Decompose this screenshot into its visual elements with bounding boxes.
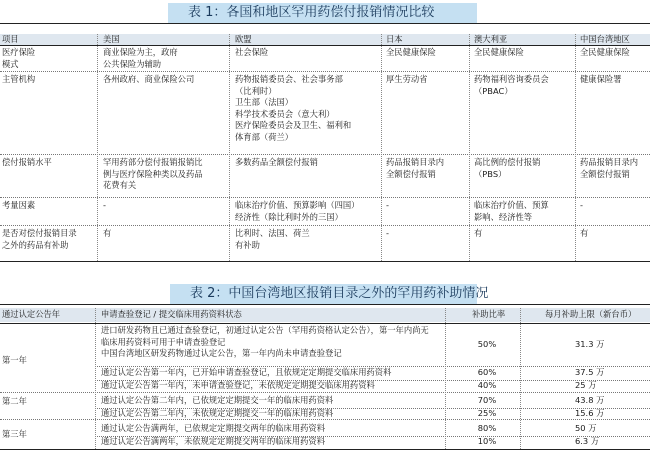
- table1-column-divider: [469, 34, 470, 261]
- table1-row1-au: [474, 74, 549, 97]
- table2-column-divider: [520, 308, 521, 449]
- table2-g2-r0-cap: 50 万: [575, 423, 597, 433]
- table1-row3-eu-line: 临床治疗价值、预算影响（四国）: [235, 200, 360, 210]
- table1-row3-tw-line: -: [580, 200, 583, 210]
- table2-g0-r0-status: [101, 325, 429, 360]
- table1-row0-tw: [580, 47, 630, 59]
- table1-row1-label: [2, 74, 35, 86]
- table1-row0-label: [2, 47, 35, 70]
- table1-row1-eu-line: 药物报销委员会、社会事务部: [235, 74, 343, 84]
- table1-column-divider: [575, 34, 576, 261]
- table1-row3-jp-line: -: [386, 200, 389, 210]
- table1-header-3: 日本: [386, 34, 403, 44]
- table1-row3-jp: [386, 200, 389, 212]
- table2-g1-r0-ratio: 70%: [477, 395, 497, 405]
- table2-g1-r0-status: [101, 395, 333, 407]
- table2-g2-r1-cap: 6.3 万: [575, 436, 600, 446]
- table1-header-2: 欧盟: [235, 34, 252, 44]
- table1-row1-eu-line: 医疗保险委员会及卫生、福利和: [235, 120, 352, 131]
- table2-g1-r0-status-line: 通过认定公告第二年内，已依规定定期提交一年的临床用药资料: [101, 395, 334, 405]
- table2-g0-r2-status-line: 通过认定公告第一年内，未申请查验登记，未依规定定期提交临床用药资料: [101, 380, 375, 390]
- table1-row0-eu: [235, 47, 268, 59]
- table2-title: 表 2：中国台湾地区报销目录之外的罕用药补助情况: [190, 286, 489, 301]
- table2-g0-r0-status-line: 中国台湾地区研发药物通过认定公告，第一年内尚未申请查验登记: [101, 348, 342, 359]
- table1-row3-us-line: -: [103, 200, 106, 210]
- table1-row0-jp-line: 全民健康保险: [386, 47, 436, 57]
- table1-column-divider: [229, 34, 230, 261]
- table1-row4-tw-line: 有: [580, 228, 589, 238]
- table1-row4-label-line: 是否对偿付报销目录: [2, 228, 77, 238]
- table1-row0-tw-line: 全民健康保险: [580, 47, 630, 57]
- table1-row4-jp: [386, 228, 389, 240]
- table1-row1-jp: [386, 74, 428, 86]
- table1-row2-jp: [386, 157, 444, 180]
- table1-row2-jp-line: 药品报销目录内: [386, 157, 445, 167]
- table1-row1-au-line: 药物福利咨询委员会: [474, 74, 549, 84]
- table1-row2-us: [103, 157, 203, 192]
- table2-header-3: 每月补助上限（新台币）: [545, 309, 637, 319]
- table2-g0-r0-cap: 31.3 万: [575, 339, 605, 349]
- table1-row1-jp-line: 厚生劳动省: [386, 74, 428, 84]
- table1-row2-label: [2, 157, 52, 169]
- table1-bottom-rule: [0, 261, 650, 262]
- table2-g2-r1-status: [101, 436, 325, 448]
- table2-g0-r1-ratio: 60%: [477, 367, 497, 377]
- table2-g1-r1-status-line: 通过认定公告第二年内，未依规定定期提交一年的临床用药资料: [101, 408, 334, 418]
- table1-header-4: 澳大利亚: [474, 34, 508, 44]
- table2-header-rule: [0, 323, 650, 324]
- table2-g2-r0-ratio: 80%: [477, 423, 497, 433]
- table1-row4-jp-line: -: [386, 228, 389, 238]
- table1-row4-au: [474, 228, 482, 240]
- table1-row0-us: [103, 47, 178, 70]
- table2-g2-r0-status-line: 通过认定公告满两年，已依规定定期提交两年的临床用药资料: [101, 423, 326, 433]
- table1-row1-us: [103, 74, 194, 86]
- table1-row3-tw: [580, 200, 583, 212]
- table1-row0-au-line: 全民健康保险: [474, 47, 524, 57]
- table1-row4-tw: [580, 228, 588, 240]
- table1-header-1: 美国: [103, 34, 120, 44]
- table1-header-5: 中国台湾地区: [580, 34, 630, 44]
- table2-header-0: 通过认定公告年: [2, 309, 61, 319]
- table1-row3-au-line: 临床治疗价值、预算: [474, 200, 549, 210]
- table2-bottom-rule: [0, 449, 650, 450]
- table1-row2-au: [474, 157, 540, 180]
- table1-header-0: 项目: [2, 34, 19, 44]
- table1-row3-eu: [235, 200, 359, 223]
- table1-row0-us-line: 公共保险为辅助: [103, 58, 162, 69]
- table1-row3-au: [474, 200, 549, 223]
- table1-row4-au-line: 有: [474, 228, 483, 238]
- table2-group-divider: [0, 392, 650, 393]
- table1-column-divider: [97, 34, 98, 261]
- table1-row2-us-line: 罕用药部分偿付报销报销比: [103, 157, 203, 167]
- table1-row0-eu-line: 社会保险: [235, 47, 269, 57]
- table2-header-1: 申请查验登记 / 提交临床用药资料状态: [101, 309, 242, 319]
- table1-row3-eu-line: 经济性（除比利时外的三国）: [235, 211, 343, 222]
- table1-row0-jp: [386, 47, 436, 59]
- table2-g0-r2-ratio: 40%: [477, 380, 497, 390]
- table1-row1-tw: [580, 74, 622, 86]
- table1-row1-eu-line: 科学技术委员会（意大利）: [235, 108, 335, 119]
- table1-row1-label-line: 主管机构: [2, 74, 36, 84]
- table2-column-divider: [95, 308, 96, 449]
- table1-row4-us: [103, 228, 111, 240]
- table1-row0-au: [474, 47, 524, 59]
- table1-row2-au-line: 高比例的偿付报销: [474, 157, 541, 167]
- table1-row2-us-line: 例与医疗保险种类以及药品: [103, 168, 203, 179]
- table2-column-divider: [445, 308, 446, 449]
- table1-row3-label-line: 考量因素: [2, 200, 36, 210]
- table1-row4-eu-line: 比利时、法国、荷兰: [235, 228, 310, 238]
- table1-row2-tw-line: 药品报销目录内: [580, 157, 639, 167]
- table2-g1-r1-ratio: 25%: [477, 408, 497, 418]
- table2-header-2: 补助比率: [472, 309, 506, 319]
- table1-row2-jp-line: 全额偿付报销: [386, 168, 436, 179]
- table1-top-rule: [0, 23, 650, 24]
- table1-row2-label-line: 偿付报销水平: [2, 157, 52, 167]
- table2-year-1: 第二年: [2, 396, 27, 406]
- table2-group-divider: [0, 419, 650, 420]
- table1-row3-us: [103, 200, 106, 212]
- table1-row1-tw-line: 健康保险署: [580, 74, 622, 84]
- table1-row0-us-line: 商业保险为主，政府: [103, 47, 178, 57]
- table2-g0-r0-ratio: 50%: [477, 339, 497, 349]
- table2-g1-r1-status: [101, 408, 333, 420]
- table1-row4-us-line: 有: [103, 228, 112, 238]
- table2-g0-r1-status-line: 通过认定公告第一年内，已开始申请查验登记，且依规定定期提交临床用药资料: [101, 367, 392, 377]
- table1-row2-au-line: （PBS）: [474, 168, 507, 179]
- table1-row0-label-line: 医疗保险: [2, 47, 36, 57]
- table2-g0-r0-status-line: 进口研发药物且已通过查验登记，初通过认定公告（罕用药资格认定公告），第一年内尚无: [101, 325, 429, 335]
- table1-row1-us-line: 各州政府、商业保险公司: [103, 74, 195, 84]
- table1-row1-eu-line: 卫生部（法国）: [235, 97, 294, 108]
- table2-g0-r2-cap: 25 万: [575, 380, 597, 390]
- table2-g2-r1-status-line: 通过认定公告满两年，未依规定定期提交两年的临床用药资料: [101, 436, 326, 446]
- table1-row1-eu-line: 体育部（荷兰）: [235, 131, 294, 142]
- table1-row0-label-line: 模式: [2, 58, 19, 69]
- table2-year-2: 第三年: [2, 429, 27, 439]
- table2-top-rule: [0, 304, 650, 305]
- table1-row1-au-line: （PBAC）: [474, 85, 513, 96]
- table2-g1-r1-cap: 15.6 万: [575, 408, 605, 418]
- table1-row2-eu: [235, 157, 318, 169]
- table2-g2-r0-status: [101, 423, 325, 435]
- table1-row4-label: [2, 228, 77, 251]
- table1-row2-us-line: 花费有关: [103, 180, 137, 191]
- table2-g0-r1-status: [101, 367, 391, 379]
- table1-row3-au-line: 影响、经济性等: [474, 211, 533, 222]
- table2-g2-r1-ratio: 10%: [477, 436, 497, 446]
- table1-row2-tw-line: 全额偿付报销: [580, 168, 630, 179]
- table1-column-divider: [381, 34, 382, 261]
- table1-row2-tw: [580, 157, 638, 180]
- table2-g0-r0-status-line: 临床用药资料可用于申请查验登记: [101, 336, 226, 347]
- table2-g0-r2-status: [101, 380, 375, 392]
- table1-row1-eu: [235, 74, 351, 144]
- table2-g0-r1-cap: 37.5 万: [575, 367, 605, 377]
- table1-row2-eu-line: 多数药品全额偿付报销: [235, 157, 318, 167]
- table1-title: 表 1：各国和地区罕用药偿付报销情况比较: [188, 5, 435, 20]
- table2-g1-r0-cap: 43.8 万: [575, 395, 605, 405]
- table2-year-0: 第一年: [2, 355, 27, 365]
- table1-row4-eu: [235, 228, 310, 251]
- table1-row4-eu-line: 有补助: [235, 239, 260, 250]
- table1-row3-label: [2, 200, 35, 212]
- table1-row4-label-line: 之外的药品有补助: [2, 239, 69, 250]
- table1-row1-eu-line: （比利时）: [235, 85, 277, 96]
